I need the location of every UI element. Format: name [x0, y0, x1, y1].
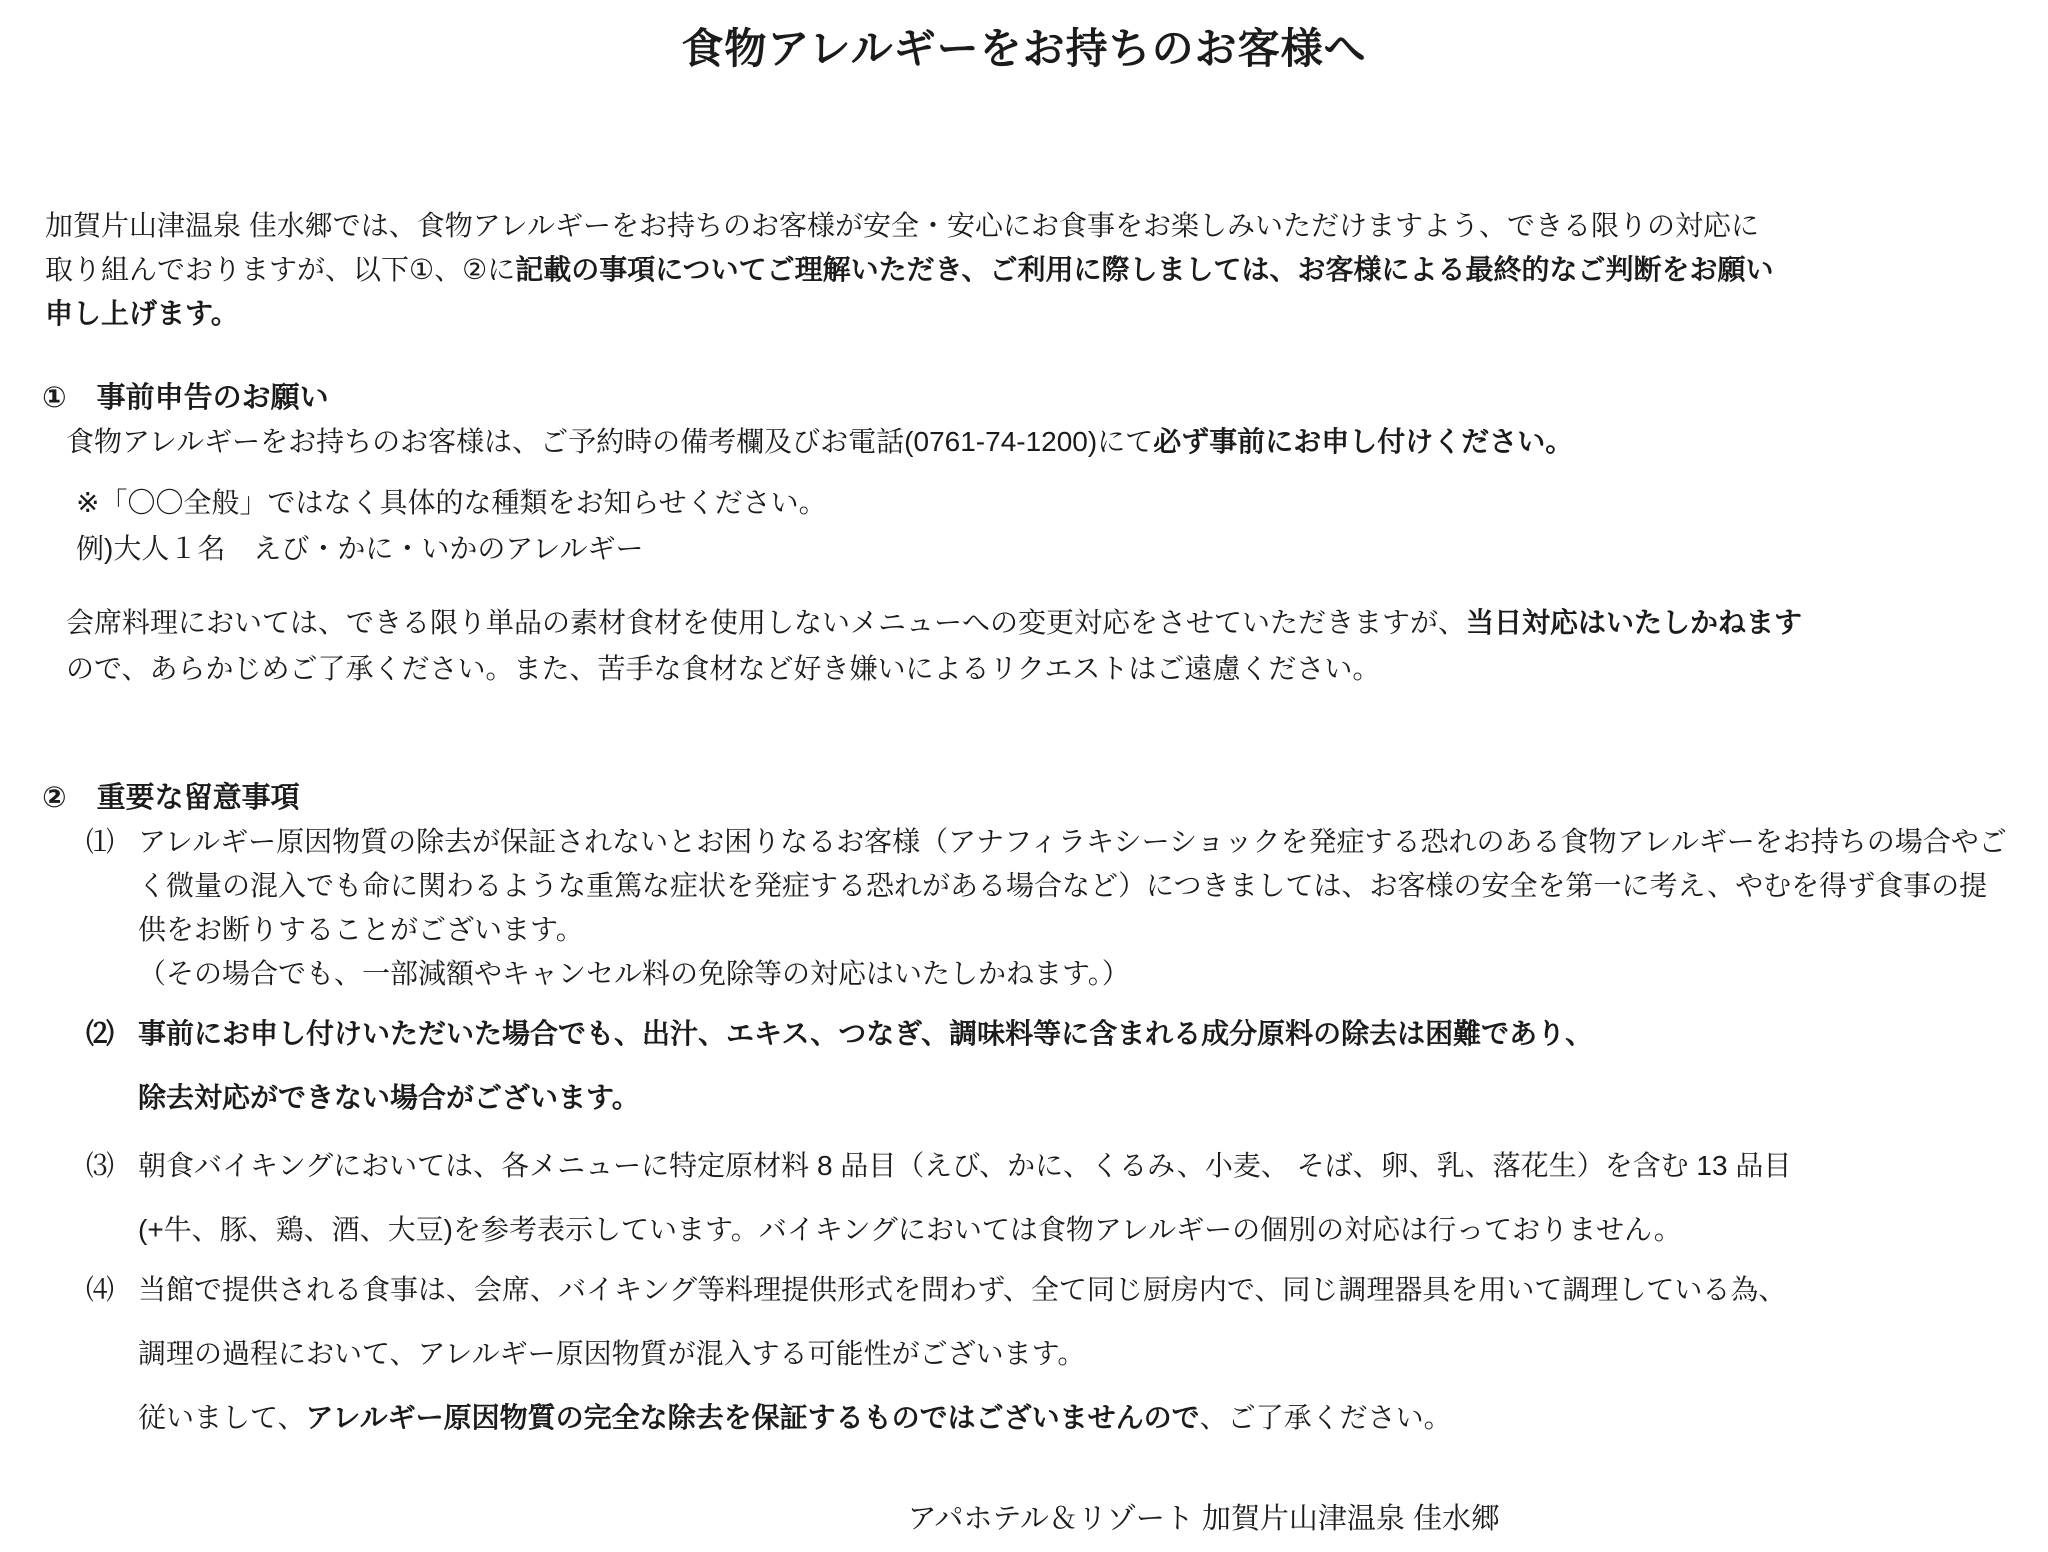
notice-item-3-text — [138, 1144, 2048, 1252]
notice-item-2-line1: 事前にお申し付けいただいた場合でも、出汁、エキス、つなぎ、調味料等に含まれる成分原料の除去は困難であり、 — [138, 1018, 1594, 1049]
intro-line3-bold: 申し上げます。 — [45, 298, 239, 329]
section1-heading — [42, 376, 2048, 420]
intro-line2-normal: 取り組んでおりますが、以下①、②に — [45, 254, 516, 285]
notice-item-4-line2: 調理の過程において、アレルギー原因物質が混入する可能性がございます。 — [138, 1338, 1086, 1369]
notice-item-4-line3 — [138, 1396, 2012, 1440]
notice-item-1-body: アレルギー原因物質の除去が保証されないとお困りなるお客様（アナフィラキシーショックを発症する恐れのある食物アレルギーをお持ちの場合やごく微量の混入でも命に関わるような重篤な症状を発症する恐れがある場合など）につきましては、お客様の安全を第一に考え、やむを得ず食事の提供をお断りすることがございます。 — [138, 826, 2007, 945]
section1-para2-bold: 当日対応はいたしかねます — [1466, 607, 1803, 638]
notice-item-2-marker: ⑵ — [86, 1018, 115, 1049]
notice-item-4-line3-normal1: 従いまして、 — [138, 1402, 306, 1433]
section1-para1-bold: 必ず事前にお申し付けください。 — [1153, 426, 1574, 457]
section1-note2: 例)大人１名 えび・かに・いかのアレルギー — [76, 533, 644, 564]
page-title: 食物アレルギーをお持ちのお客様へ — [681, 25, 1367, 72]
notice-item-3-line2: (+牛、豚、鶏、酒、大豆)を参考表示しています。バイキングにおいては食物アレルギーの個別の対応は行っておりません。 — [138, 1214, 1682, 1245]
section1-para2-normal1: 会席料理においては、できる限り単品の素材食材を使用しないメニューへの変更対応をさせていただきますが、 — [66, 607, 1467, 638]
notice-item-4-text — [138, 1268, 2048, 1440]
section1-para1-normal: 食物アレルギーをお持ちのお客様は、ご予約時の備考欄及びお電話(0761-74-1200)にて — [66, 426, 1154, 457]
notice-item-3-marker: ⑶ — [86, 1150, 115, 1181]
allergy-notice-document — [0, 16, 2048, 1552]
section1-advance-notice-paragraph — [66, 420, 2008, 464]
notice-item-2-line2: 除去対応ができない場合がございます。 — [138, 1082, 640, 1113]
notice-item-2 — [0, 1012, 2048, 1120]
section1-para2-normal2: ので、あらかじめご了承ください。また、苦手な食材など好き嫌いによるリクエストはご遠慮ください。 — [66, 653, 1381, 684]
notice-item-1 — [0, 820, 2048, 996]
intro-paragraph — [45, 204, 2008, 336]
section2-heading — [42, 776, 2048, 820]
footer-signature: アパホテル＆リゾート 加賀片山津温泉 佳水郷 — [907, 1503, 1500, 1535]
notice-item-4-line3-bold: アレルギー原因物質の完全な除去を保証するものではございませんので — [305, 1402, 1200, 1433]
section2-number: ② — [42, 782, 67, 814]
section2-title: 重要な留意事項 — [96, 782, 300, 814]
intro-line1: 加賀片山津温泉 佳水郷では、食物アレルギーをお持ちのお客様が安全・安心にお食事をお楽しみいただけますよう、できる限りの対応に — [45, 210, 1759, 241]
notice-item-1-parenthetical: （その場合でも、一部減額やキャンセル料の免除等の対応はいたしかねます。） — [138, 958, 1130, 989]
notice-item-4 — [0, 1268, 2048, 1440]
notice-item-2-text — [138, 1012, 2048, 1120]
section1-title: 事前申告のお願い — [96, 382, 329, 414]
notice-item-3-line1: 朝食バイキングにおいては、各メニューに特定原材料 8 品目（えび、かに、くるみ、小麦、 そば、卵、乳、落花生）を含む 13 品目 — [138, 1150, 1792, 1181]
intro-line2-bold: 記載の事項についてご理解いただき、ご利用に際しましては、お客様による最終的なご判断をお願い — [515, 254, 1774, 285]
section1-number: ① — [42, 382, 67, 414]
notice-item-4-line3-normal2: 、ご了承ください。 — [1199, 1402, 1452, 1433]
section1-kaiseki-paragraph — [66, 600, 2008, 692]
section1-note1: ※「〇〇全般」ではなく具体的な種類をお知らせください。 — [76, 487, 827, 518]
section1-notes — [76, 480, 2008, 572]
notice-item-1-text — [138, 820, 2048, 996]
notice-item-4-line1: 当館で提供される食事は、会席、バイキング等料理提供形式を問わず、全て同じ厨房内で、同じ調理器具を用いて調理している為、 — [138, 1274, 1787, 1305]
notice-item-3 — [0, 1144, 2048, 1252]
notice-item-4-marker: ⑷ — [86, 1274, 115, 1305]
notice-item-1-marker: ⑴ — [86, 826, 115, 857]
